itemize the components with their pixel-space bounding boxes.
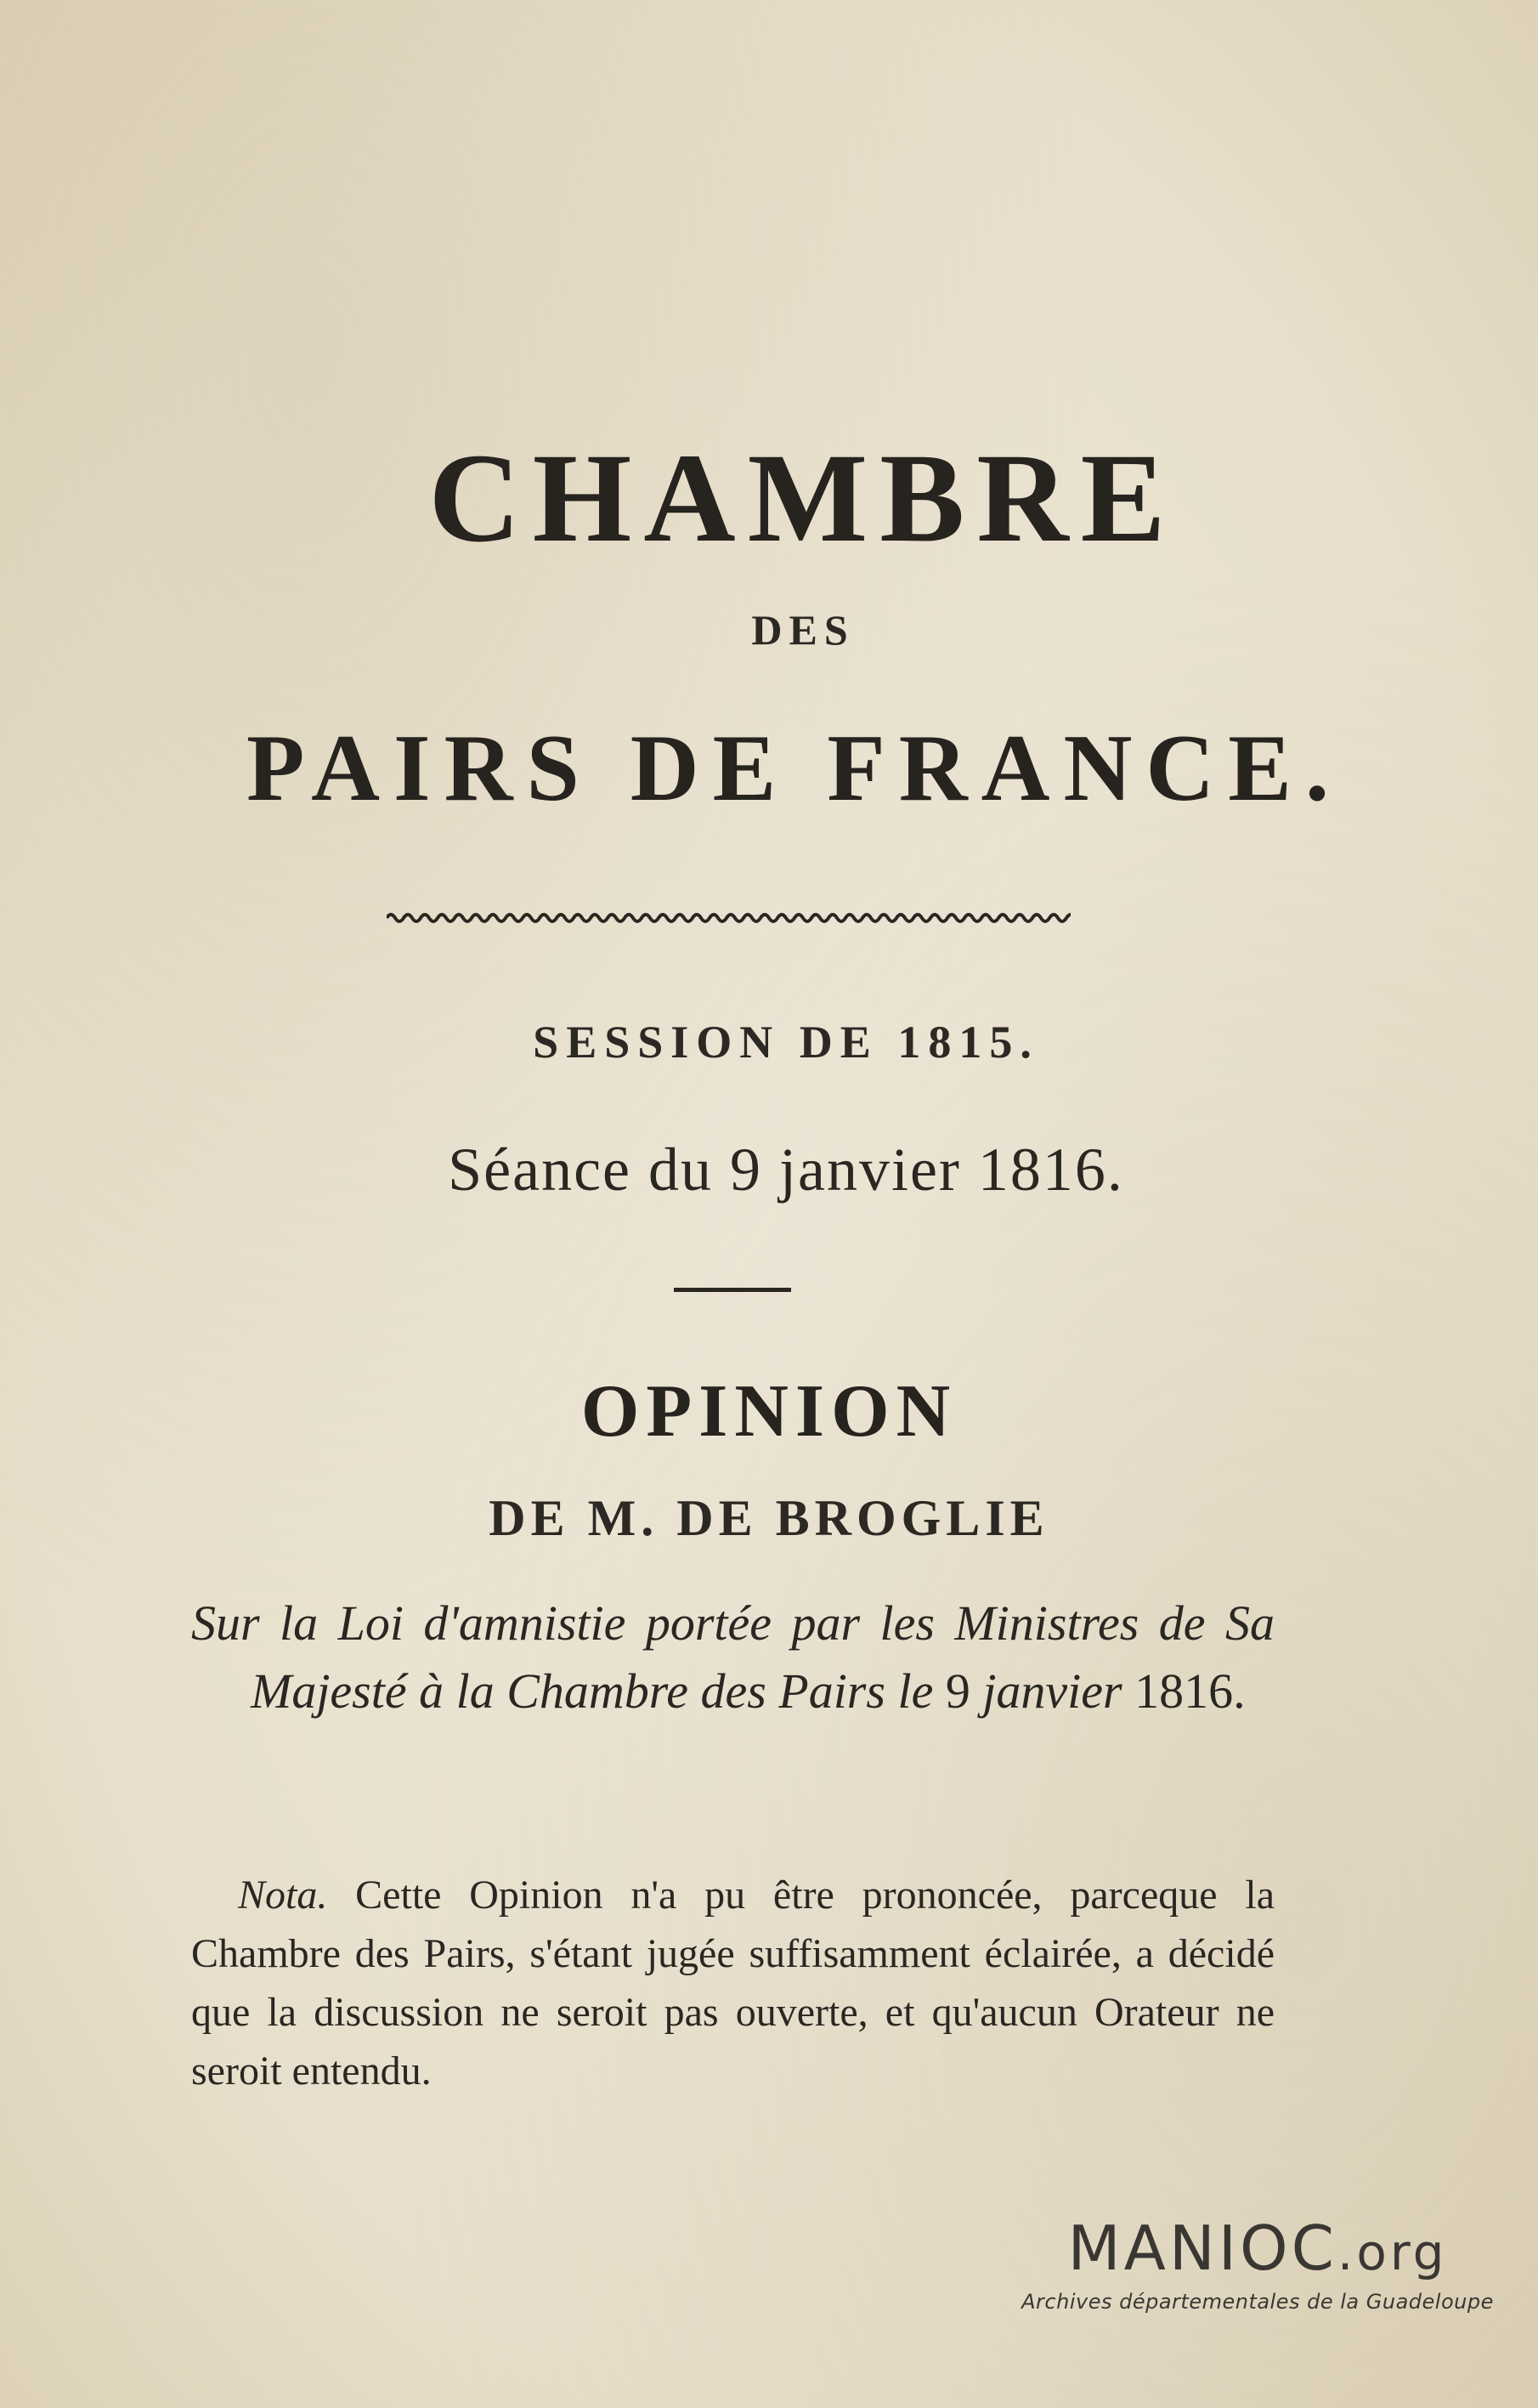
manioc-logo — [1003, 2214, 1513, 2286]
manioc-watermark — [1003, 2214, 1513, 2314]
title-pairs-de-france: PAIRS DE FRANCE. — [246, 716, 1343, 821]
seance-date: Séance du 9 janvier 1816. — [448, 1136, 1124, 1204]
subtitle-day: 9 — [945, 1663, 970, 1719]
nota-text: Cette Opinion n'a pu être prononcée, parceque la Chambre des Pairs, s'étant jugée suffisamment éclairée, a décidé que la discussion ne seroit pas ouverte, et qu'aucun Orateur ne seroit entendu. — [191, 1873, 1275, 2094]
logo-main: MANIOC — [1067, 2213, 1337, 2284]
opinion-subtitle — [191, 1589, 1275, 1725]
subtitle-month: janvier — [982, 1663, 1122, 1719]
subtitle-year: 1816. — [1134, 1663, 1246, 1719]
watermark-subtitle: Archives départementales de la Guadeloupe — [1021, 2290, 1494, 2314]
short-rule — [674, 1288, 791, 1292]
nota-paragraph — [191, 1866, 1275, 2100]
title-chambre: CHAMBRE — [428, 428, 1178, 569]
logo-ext: .org — [1337, 2224, 1448, 2281]
ornamental-rule — [387, 909, 1071, 926]
session-line: SESSION DE 1815. — [533, 1017, 1039, 1068]
author-line: DE M. DE BROGLIE — [489, 1490, 1049, 1546]
title-des: DES — [751, 606, 855, 654]
opinion-heading: OPINION — [580, 1370, 958, 1453]
subtitle-text: Sur la Loi d'amnistie portée par les Ministres de Sa Majesté à la Chambre des Pairs le — [191, 1595, 1275, 1719]
nota-label: Nota. — [238, 1873, 328, 1918]
